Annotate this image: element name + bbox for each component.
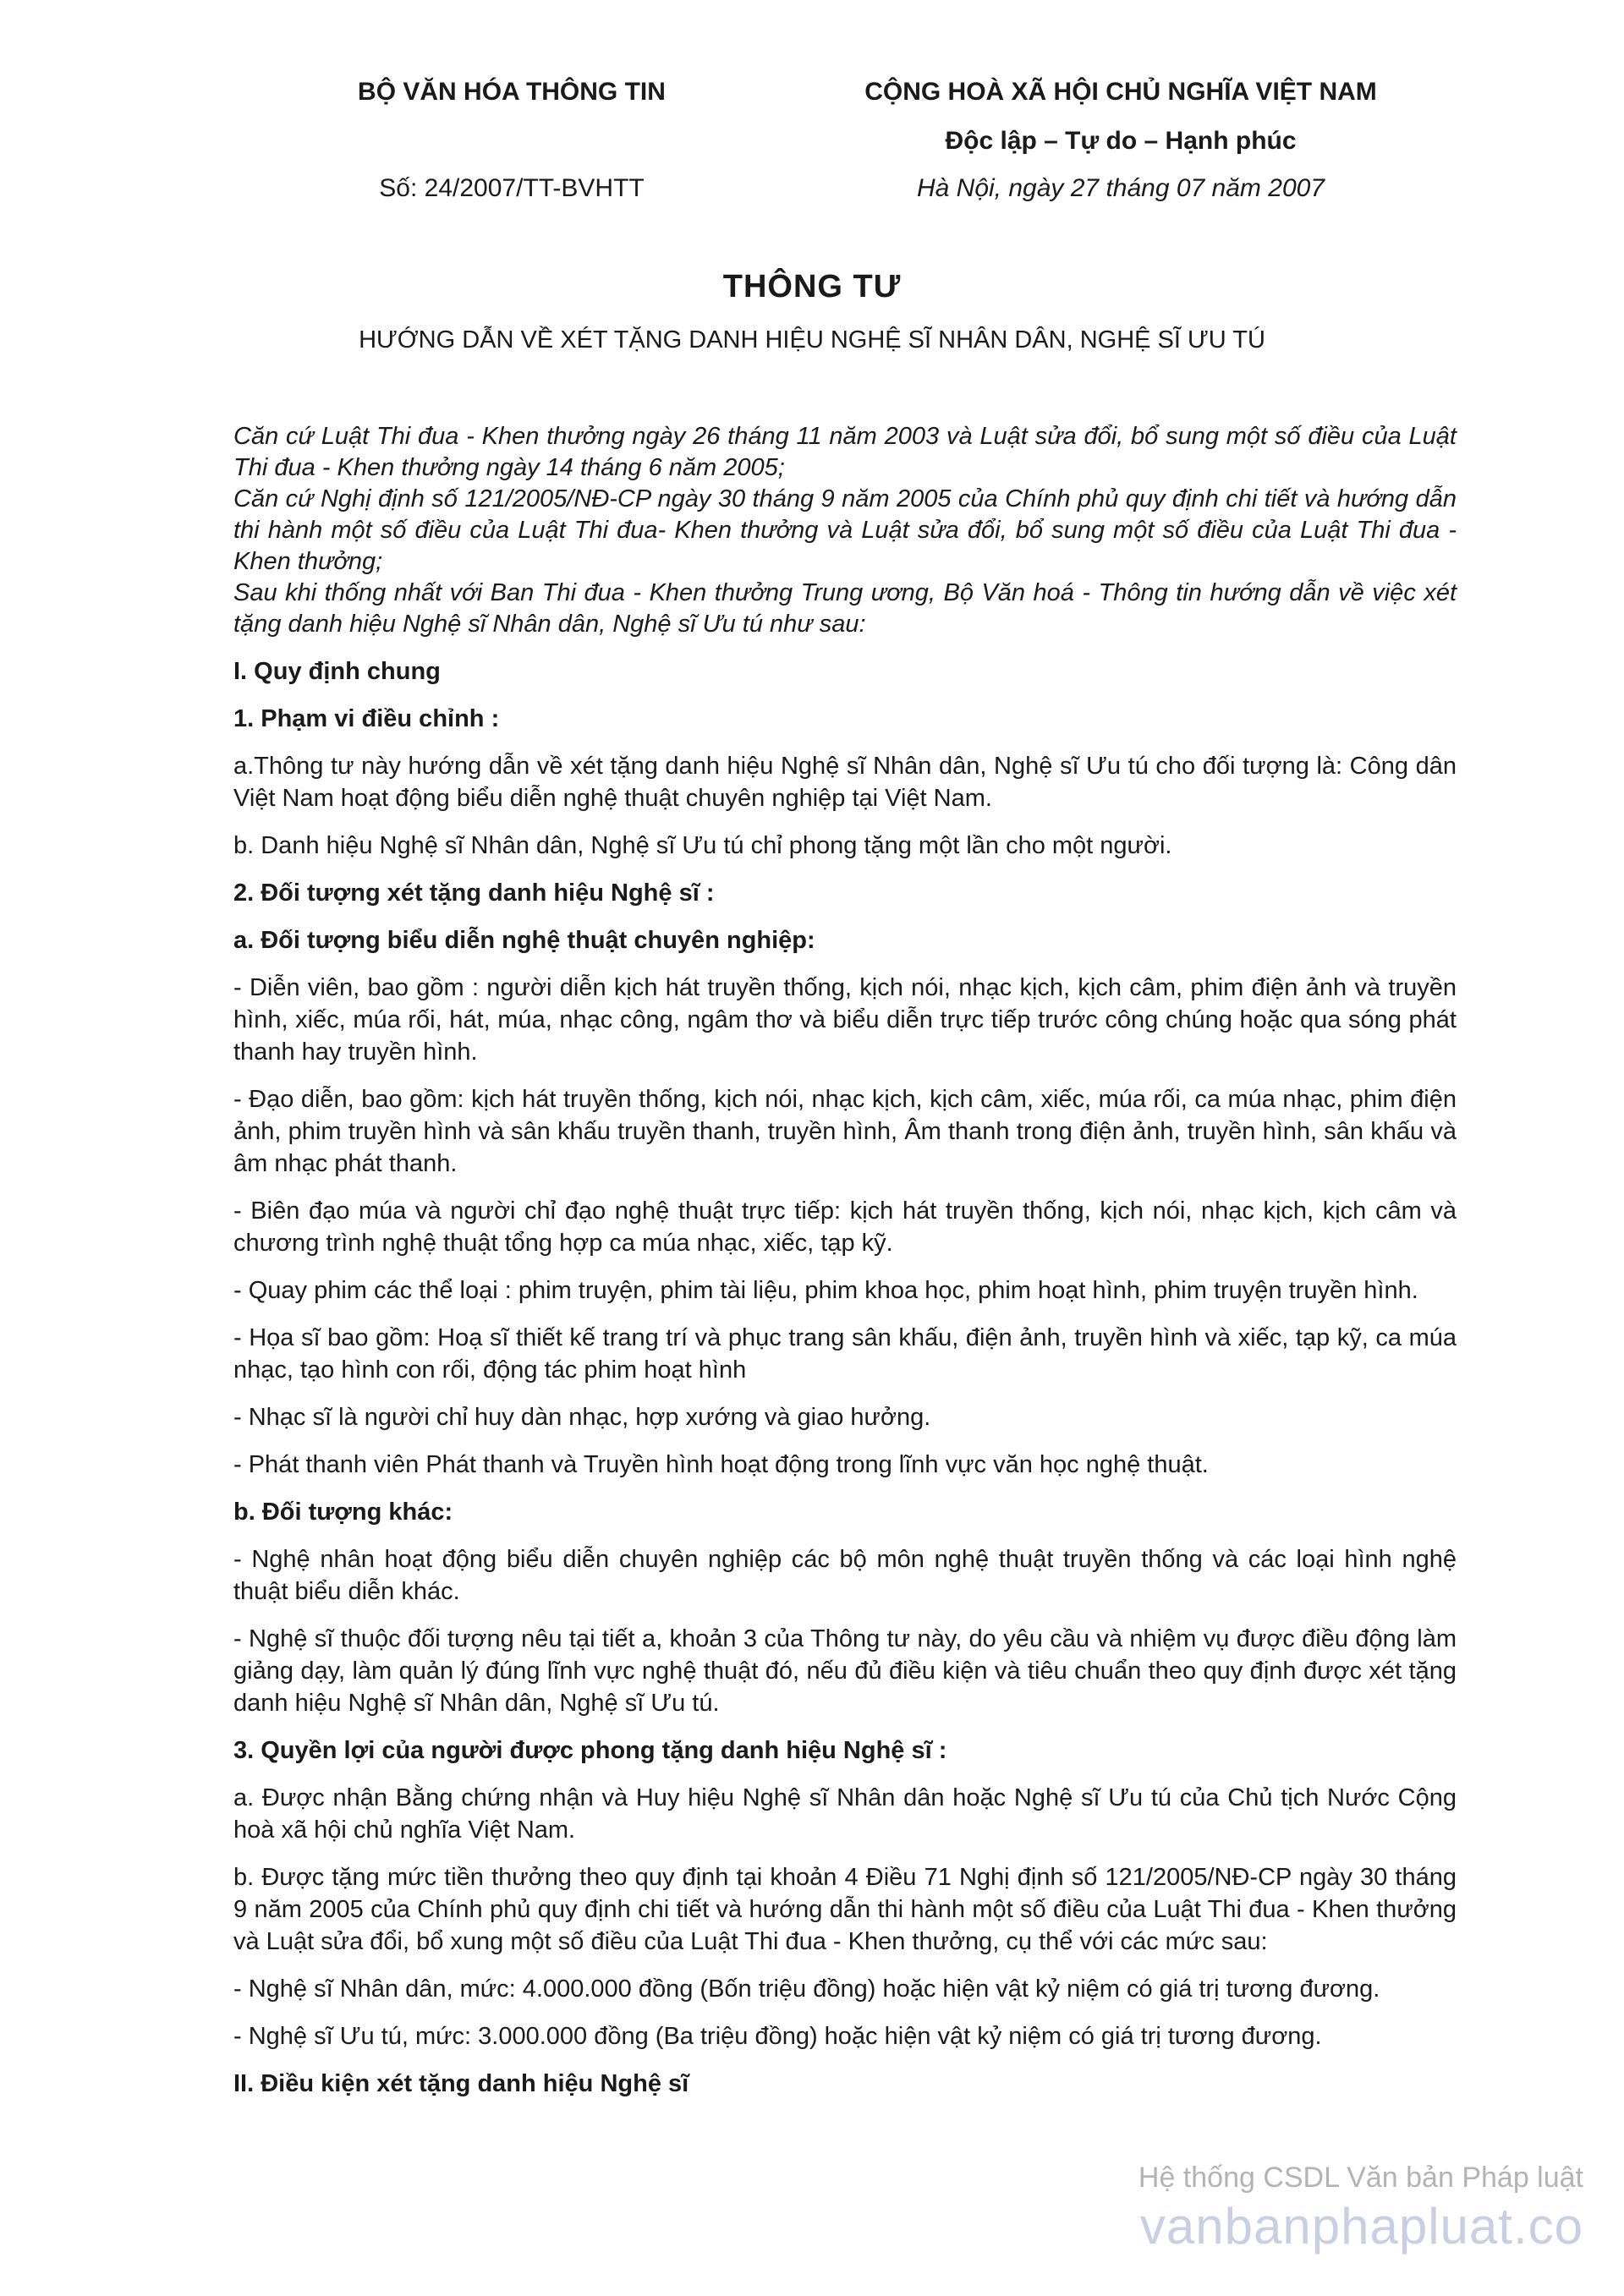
paragraph: - Nghệ sĩ Nhân dân, mức: 4.000.000 đồng (Bốn triệu đồng) hoặc hiện vật kỷ niệm có giá trị tương đương. xyxy=(233,1975,1380,2003)
paragraph: - Họa sĩ bao gồm: Hoạ sĩ thiết kế trang trí và phục trang sân khấu, điện ảnh, truyền hình và xiếc, tạp kỹ, ca múa nhạc, tạo hình con rối, động tác phim hoạt hình xyxy=(233,1324,1457,1384)
section-heading: a. Đối tượng biểu diễn nghệ thuật chuyên nghiệp: xyxy=(233,927,815,954)
paragraph: b. Danh hiệu Nghệ sĩ Nhân dân, Nghệ sĩ Ưu tú chỉ phong tặng một lần cho một người. xyxy=(233,832,1172,859)
document-body xyxy=(233,421,1457,2115)
country-name: CỘNG HOÀ XÃ HỘI CHỦ NGHĨA VIỆT NAM xyxy=(864,78,1377,106)
document-subtitle: HƯỚNG DẪN VỀ XÉT TẶNG DANH HIỆU NGHỆ SĨ NHÂN DÂN, NGHỆ SĨ ƯU TÚ xyxy=(359,326,1265,353)
section-heading: 3. Quyền lợi của người được phong tặng danh hiệu Nghệ sĩ : xyxy=(233,1737,947,1764)
paragraph: - Quay phim các thể loại : phim truyện, phim tài liệu, phim khoa học, phim hoạt hình, phim truyện truyền hình. xyxy=(233,1277,1418,1304)
section-heading: I. Quy định chung xyxy=(233,658,441,685)
section-heading: 1. Phạm vi điều chỉnh : xyxy=(233,705,500,732)
paragraph: - Biên đạo múa và người chỉ đạo nghệ thuật trực tiếp: kịch hát truyền thống, kịch nói, nhạc kịch, kịch câm và chương trình nghệ thuật tổng hợp ca múa nhạc, xiếc, tạp kỹ. xyxy=(233,1197,1457,1257)
paragraph: - Diễn viên, bao gồm : người diễn kịch hát truyền thống, kịch nói, nhạc kịch, kịch câm, phim điện ảnh và truyền hình, xiếc, múa rối, hát, múa, nhạc công, ngâm thơ và biểu diễn trực tiếp trước công chúng hoặc qua sóng phát thanh hay truyền hình. xyxy=(233,974,1457,1066)
preamble-line: Sau khi thống nhất với Ban Thi đua - Khen thưởng Trung ương, Bộ Văn hoá - Thông tin hướng dẫn về việc xét tặng danh hiệu Nghệ sĩ Nhân dân, Nghệ sĩ Ưu tú như sau: xyxy=(233,579,1457,638)
paragraph: a. Được nhận Bằng chứng nhận và Huy hiệu Nghệ sĩ Nhân dân hoặc Nghệ sĩ Ưu tú của Chủ tịch Nước Cộng hoà xã hội chủ nghĩa Việt Nam. xyxy=(233,1784,1457,1844)
paragraph: - Nhạc sĩ là người chỉ huy dàn nhạc, hợp xướng và giao hưởng. xyxy=(233,1404,931,1431)
watermark-site: vanbanphapluat.co xyxy=(1139,2198,1583,2255)
section-heading: II. Điều kiện xét tặng danh hiệu Nghệ sĩ xyxy=(233,2070,689,2097)
document-number: Số: 24/2007/TT-BVHTT xyxy=(379,174,645,202)
preamble xyxy=(233,421,1457,640)
place-date: Hà Nội, ngày 27 tháng 07 năm 2007 xyxy=(916,174,1325,202)
paragraph: a.Thông tư này hướng dẫn về xét tặng danh hiệu Nghệ sĩ Nhân dân, Nghệ sĩ Ưu tú cho đối tượng là: Công dân Việt Nam hoạt động biểu diễn nghệ thuật chuyên nghiệp tại Việt Nam. xyxy=(233,753,1457,812)
paragraph: - Phát thanh viên Phát thanh và Truyền hình hoạt động trong lĩnh vực văn học nghệ thuật. xyxy=(233,1451,1209,1478)
document-title: THÔNG TƯ xyxy=(722,269,902,304)
national-motto: Độc lập – Tự do – Hạnh phúc xyxy=(945,127,1297,155)
paragraph: - Nghệ sĩ Ưu tú, mức: 3.000.000 đồng (Ba triệu đồng) hoặc hiện vật kỷ niệm có giá trị tương đương. xyxy=(233,2023,1322,2050)
watermark-caption: Hệ thống CSDL Văn bản Pháp luật xyxy=(1138,2162,1583,2194)
section-heading: 2. Đối tượng xét tặng danh hiệu Nghệ sĩ : xyxy=(233,879,715,907)
preamble-line: Căn cứ Luật Thi đua - Khen thưởng ngày 26 tháng 11 năm 2003 và Luật sửa đổi, bổ sung một số điều của Luật Thi đua - Khen thưởng ngày 14 tháng 6 năm 2005; xyxy=(233,423,1457,481)
paragraph: - Nghệ sĩ thuộc đối tượng nêu tại tiết a, khoản 3 của Thông tư này, do yêu cầu và nhiệm vụ được điều động làm giảng dạy, làm quản lý đúng lĩnh vực nghệ thuật đó, nếu đủ điều kiện và tiêu chuẩn theo quy định được xét tặng danh hiệu Nghệ sĩ Nhân dân, Nghệ sĩ Ưu tú. xyxy=(233,1625,1457,1717)
preamble-line: Căn cứ Nghị định số 121/2005/NĐ-CP ngày 30 tháng 9 năm 2005 của Chính phủ quy định chi tiết và hướng dẫn thi hành một số điều của Luật Thi đua- Khen thưởng và Luật sửa đổi, bổ sung một số điều của Luật Thi đua - Khen thưởng; xyxy=(233,485,1457,575)
paragraph: - Đạo diễn, bao gồm: kịch hát truyền thống, kịch nói, nhạc kịch, kịch câm, xiếc, múa rối, ca múa nhạc, phim điện ảnh, phim truyền hình và sân khấu truyền thanh, truyền hình, Âm thanh trong điện ảnh, truyền hình, sân khấu và âm nhạc phát thanh. xyxy=(233,1086,1457,1177)
paragraph: b. Được tặng mức tiền thưởng theo quy định tại khoản 4 Điều 71 Nghị định số 121/2005/NĐ-CP ngày 30 tháng 9 năm 2005 của Chính phủ quy định chi tiết và hướng dẫn thi hành một số điều của Luật Thi đua - Khen thưởng và Luật sửa đổi, bổ xung một số điều của Luật Thi đua - Khen thưởng, cụ thể với các mức sau: xyxy=(233,1864,1457,1955)
paragraph: - Nghệ nhân hoạt động biểu diễn chuyên nghiệp các bộ môn nghệ thuật truyền thống và các loại hình nghệ thuật biểu diễn khác. xyxy=(233,1546,1457,1605)
issuing-agency: BỘ VĂN HÓA THÔNG TIN xyxy=(358,78,666,106)
section-heading: b. Đối tượng khác: xyxy=(233,1499,453,1526)
content-sections xyxy=(233,655,1457,2100)
